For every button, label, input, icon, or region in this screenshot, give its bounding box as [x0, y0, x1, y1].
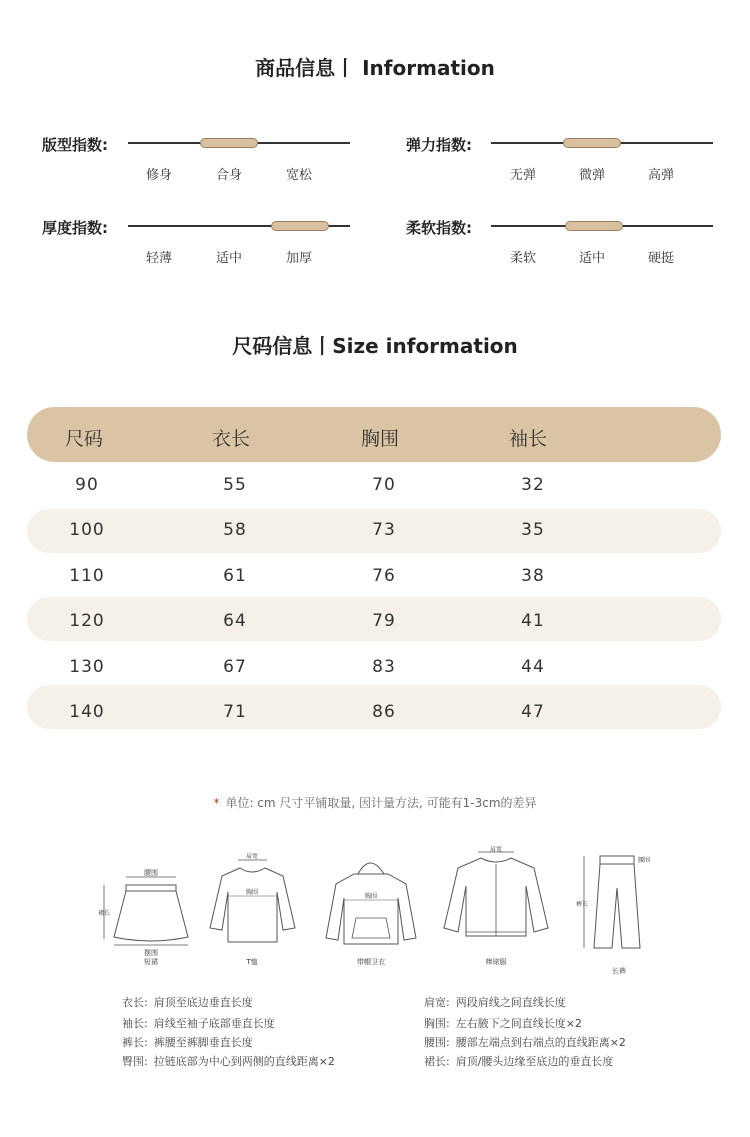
cell-length: 67: [223, 657, 247, 677]
thickness-option: 适中: [215, 251, 242, 266]
caption-tshirt: T恤: [246, 958, 258, 966]
cell-chest: 70: [372, 475, 396, 495]
thickness-option: 加厚: [285, 251, 312, 266]
cell-sleeve: 41: [521, 611, 545, 631]
hem-label: 摆围: [144, 949, 158, 957]
cell-length: 71: [223, 702, 247, 722]
column-header-size: 尺码: [65, 428, 104, 450]
note-text: 单位: cm 尺寸平铺取量, 因计量方法, 可能有1-3cm的差异: [225, 796, 537, 810]
elasticity-option: 微弹: [578, 168, 605, 183]
cell-length: 58: [223, 520, 247, 540]
legend-item: 臀围: 拉链底部为中心到两侧的直线距离×2: [122, 1055, 335, 1068]
cell-size: 110: [69, 566, 105, 586]
cell-length: 64: [223, 611, 247, 631]
cell-length: 61: [223, 566, 247, 586]
skirt-diagram: [96, 865, 206, 965]
legend-item: 裤长: 裤腰至裤脚垂直长度: [122, 1036, 253, 1049]
column-header-sleeve: 袖长: [509, 428, 548, 450]
column-header-length: 衣长: [212, 428, 251, 450]
cell-size: 120: [69, 611, 105, 631]
legend-item: 胸围: 左右腋下之间直线长度×2: [424, 1017, 582, 1030]
cell-chest: 79: [372, 611, 396, 631]
column-header-chest: 胸围: [361, 428, 400, 450]
fit-index-label: 版型指数:: [42, 136, 108, 154]
fit-option: 合身: [215, 168, 242, 183]
cell-sleeve: 35: [521, 520, 545, 540]
softness-option: 硬挺: [647, 251, 674, 266]
legend-item: 裙长: 肩顶/腰头边缘至底边的垂直长度: [424, 1055, 614, 1068]
cell-sleeve: 47: [521, 702, 545, 722]
elasticity-index-marker: [563, 138, 621, 148]
product-info-title: 商品信息丨 Information: [255, 56, 495, 80]
shoulder-label: 肩宽: [245, 853, 259, 860]
caption-pants: 长裤: [612, 967, 626, 975]
hoodie-diagram: [318, 848, 423, 958]
skirt-length-label: 裙长: [98, 910, 111, 917]
softness-option: 适中: [578, 251, 605, 266]
jacket-shoulder-label: 肩宽: [489, 846, 503, 853]
cell-size: 90: [75, 475, 99, 495]
softness-index-marker: [565, 221, 623, 231]
elasticity-option: 无弹: [509, 168, 536, 183]
caption-baseball-jacket: 棒球服: [485, 958, 507, 966]
cell-size: 140: [69, 702, 105, 722]
asterisk-icon: *: [213, 796, 220, 810]
thickness-option: 轻薄: [145, 251, 172, 266]
cell-sleeve: 44: [521, 657, 545, 677]
cell-size: 130: [69, 657, 105, 677]
size-info-title: 尺码信息丨Size information: [232, 334, 518, 358]
size-table-header: [27, 407, 721, 462]
cell-chest: 76: [372, 566, 396, 586]
legend-item: 腰围: 腰部左端点到右端点的直线距离×2: [424, 1036, 626, 1049]
fit-index-marker: [200, 138, 258, 148]
fit-option: 宽松: [285, 168, 312, 183]
cell-chest: 83: [372, 657, 396, 677]
softness-index-label: 柔软指数:: [406, 219, 472, 237]
cell-sleeve: 32: [521, 475, 545, 495]
softness-option: 柔软: [509, 251, 536, 266]
pants-length-label: 裤长: [576, 901, 589, 908]
waist-label: 腰围: [144, 869, 158, 877]
pants-waist-label: 腰围: [638, 857, 651, 864]
legend-item: 袖长: 肩线至袖子底部垂直长度: [122, 1017, 275, 1030]
cell-chest: 73: [372, 520, 396, 540]
thickness-index-marker: [271, 221, 329, 231]
cell-sleeve: 38: [521, 566, 545, 586]
fit-option: 修身: [145, 168, 172, 183]
elasticity-option: 高弹: [647, 168, 674, 183]
caption-hoodie: 带帽卫衣: [357, 958, 385, 966]
cell-chest: 86: [372, 702, 396, 722]
hoodie-chest-label: 胸围: [364, 893, 378, 900]
chest-label: 胸围: [245, 889, 259, 896]
tshirt-diagram: [205, 850, 300, 955]
cell-size: 100: [69, 520, 105, 540]
cell-length: 55: [223, 475, 247, 495]
baseball-jacket-diagram: [436, 846, 556, 951]
legend-item: 肩宽: 两段肩线之间直线长度: [424, 996, 566, 1009]
measurement-note: [0, 794, 750, 811]
legend-item: 衣长: 肩顶至底边垂直长度: [122, 996, 253, 1009]
thickness-index-label: 厚度指数:: [42, 219, 108, 237]
elasticity-index-label: 弹力指数:: [406, 136, 472, 154]
caption-skirt: 短裙: [144, 958, 158, 966]
pants-diagram: [572, 848, 662, 966]
